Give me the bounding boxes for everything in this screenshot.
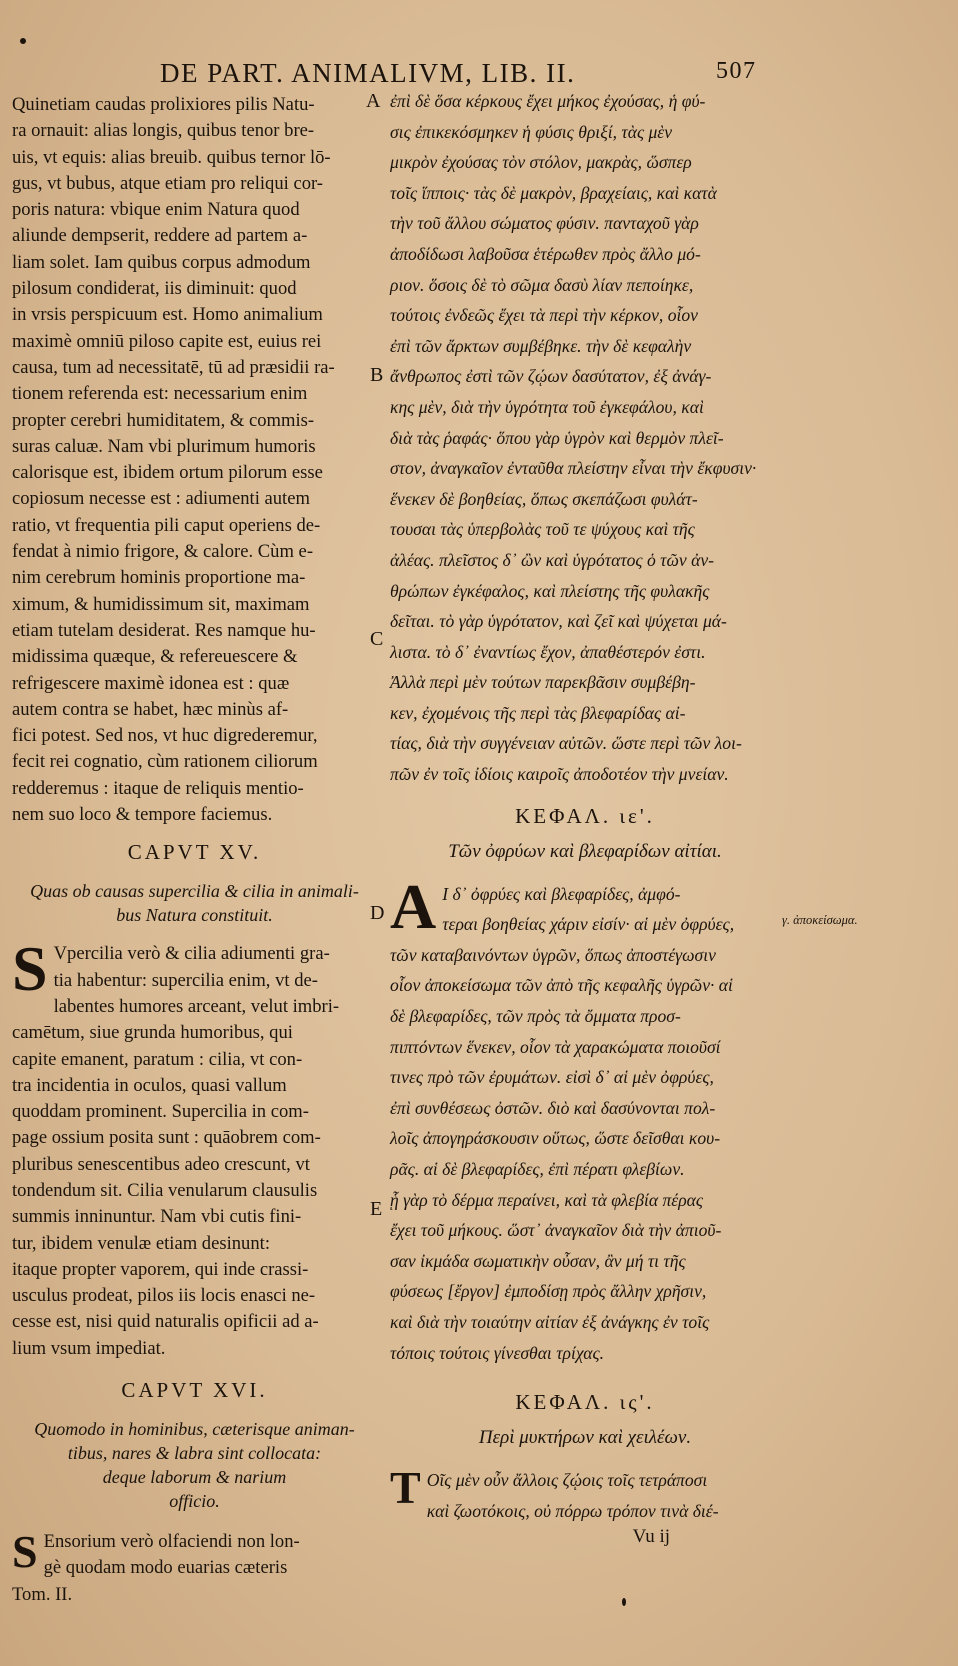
text-line: gus, vt bubus, atque etiam pro reliqui cor- [12,172,324,194]
text-line: τοῖς ἵπποις· τὰς δὲ μακρὸν, βραχείαις, καὶ κατὰ [390,182,717,203]
greek-paragraph [390,870,780,1369]
text-line: καὶ διὰ τὴν τοιαύτην αἰτίαν ἐξ ἀνάγκης ἐν τοῖς [390,1311,710,1332]
text-line: τίας, διὰ τὴν συγγένειαν αὐτῶν. ὥστε περὶ τῶν λοι- [390,733,742,754]
text-line: πιπτόντων ἕνεκεν, οἷον τὰ χαρακώματα ποιοῦσί [390,1036,721,1057]
text-line: pluribus senescentibus adeo crescunt, vt [12,1153,310,1175]
text-line: nem suo loco & tempore faciemus. [12,804,273,826]
text-line: ρᾶς. αἱ δὲ βλεφαρίδες, ἐπὶ πέρατι φλεβίων. [390,1159,685,1179]
text-line: page ossium posita sunt : quāobrem com- [12,1127,321,1149]
text-line: τόποις τούτοις γίνεσθαι τρίχας. [390,1342,604,1363]
drop-cap: S [12,1526,38,1578]
greek-paragraph [390,86,780,790]
greek-column [390,86,780,1548]
text-line: itaque propter vaporem, qui inde crassi- [12,1258,309,1280]
chapter-heading: ΚΕΦΑΛ. ιε'. [515,803,655,828]
greek-paragraph [390,1462,780,1526]
text-line: midissima quæque, & refereuescere & [12,646,298,668]
text-line: Ἀλλὰ περὶ μὲν τούτων παρεκβᾶσιν συμβέβη- [390,672,696,693]
text-line: τῶν καταβαινόντων ὑγρῶν, ὅπως ἀποστέγωσιν [390,944,716,965]
chapter-title [12,1417,377,1513]
text-line: ᾗ γὰρ τὸ δέρμα περαίνει, καὶ τὰ φλεβία πέρας [390,1189,704,1210]
text-line: autem contra se habet, hæc minùs af- [12,698,289,720]
text-line: Tom. II. [12,1583,73,1605]
text-line: ἐπὶ συνθέσεως ὀστῶν. διὸ καὶ δασύνονται πολ- [390,1097,716,1118]
header-title: DE PART. ANIMALIVM, LIB. II. [160,58,576,88]
text-line: causa, tum ad necessitatē, tū ad præsidii ra- [12,356,335,378]
text-line: etiam tutelam desiderat. Res namque hu- [12,619,316,641]
text-line: tra incidentia in oculos, quasi vallum [12,1074,287,1096]
chapter-title: Περὶ μυκτήρων καὶ χειλέων. [478,1427,692,1449]
text-line: summis inninuntur. Nam vbi cutis fini- [12,1206,302,1228]
text-line: Ensorium verò olfaciendi non lon- [43,1531,300,1553]
title-line: deque laborum & narium [102,1467,287,1488]
text-line: labentes humores arceant, velut imbri- [53,995,340,1017]
text-line: poris natura: vbique enim Natura quod [12,199,300,221]
text-line: maximè omniū piloso capite est, euius rei [12,330,322,352]
text-line: camētum, siue grunda humoribus, qui [12,1022,293,1044]
text-line: σαν ἰκμάδα σωματικὴν οὖσαν, ἂν μή τι τῆς [390,1250,686,1271]
text-line: ra ornauit: alias longis, quibus tenor bre- [12,120,315,142]
ink-spot [622,1598,626,1606]
section-marker: B [370,364,384,386]
text-line: propter cerebri humiditatem, & commis- [12,409,315,431]
page-number: 507 [716,58,757,84]
text-line: φύσεως [ἔργον] ἐμποδίσῃ πρὸς ἄλλην χρῆσιν, [390,1281,707,1302]
text-line: lium vsum impediat. [12,1337,166,1359]
latin-paragraph [12,933,377,1362]
title-line: Quomodo in hominibus, cæterisque animan- [34,1419,355,1440]
text-line: redderemus : itaque de reliquis mentio- [12,777,304,799]
text-line: fici potest. Sed nos, vt huc digrederemur, [12,725,318,747]
text-line: ἕνεκεν δὲ βοηθείας, ὅπως σκεπάζωσι φυλάτ- [390,488,698,509]
text-line: usculus prodeat, pilos iis locis enasci ne- [12,1285,316,1307]
text-line: tionem referenda est: necessarium enim [12,383,308,405]
title-line: tibus, nares & labra sint collocata: [67,1443,322,1464]
text-line: suras caluæ. Nam vbi plurimum humoris [12,435,316,457]
section-marker: A [366,90,381,112]
text-line: ἀποδίδωσι λαβοῦσα ἑτέρωθεν πρὸς ἄλλο μό- [390,243,701,264]
section-marker: D [370,902,385,924]
running-header [160,58,780,89]
text-line: τουσαι τὰς ὑπερβολὰς τοῦ τε ψύχους καὶ τῆς [390,519,695,540]
text-line: Vpercilia verò & cilia adiumenti gra- [53,943,330,965]
text-line: Οῖς μὲν οὖν ἄλλοις ζῴοις τοῖς τετράποσι [426,1470,708,1491]
text-line: liam solet. Iam quibus corpus admodum [12,251,311,273]
drop-cap: S [12,933,48,1005]
text-line: ἐπὶ τῶν ἄρκτων συμβέβηκε. τὴν δὲ κεφαλὴν [390,335,692,356]
text-line: nim cerebrum hominis proportione ma- [12,567,306,589]
text-line: gè quodam modo euarias cæteris [43,1557,288,1579]
latin-paragraph [12,1526,377,1608]
text-line: Ι δ᾽ ὀφρύες καὶ βλεφαρίδες, ἀμφό- [442,883,681,904]
text-line: ἀλέας. πλεῖστος δ᾽ ὢν καὶ ὑγρότατος ὁ τῶν ἀν- [390,549,714,570]
drop-cap: Α [390,870,437,942]
text-line: tondendum sit. Cilia venularum clausulis [12,1179,318,1201]
text-line: διὰ τὰς ῥαφάς· ὅπου γὰρ ὑγρὸν καὶ θερμὸν πλεῖ- [390,427,724,448]
text-line: λιστα. τὸ δ᾽ ἐναντίως ἔχον, ἀπαθέστερόν ἐστι. [390,641,706,662]
text-line: θρώπων ἐγκέφαλος, καὶ πλείστης τῆς φυλακῆς [390,580,710,601]
text-line: uis, vt equis: alias breuib. quibus ternor lō- [12,146,331,168]
text-line: κης μὲν, διὰ τὴν ὑγρότητα τοῦ ἐγκεφάλου, καὶ [390,396,704,417]
text-line: quoddam prominent. Supercilia in com- [12,1101,309,1123]
text-line: Quinetiam caudas prolixiores pilis Natu- [12,94,315,115]
text-line: fecit rei cognatio, cùm rationem ciliorum [12,751,318,773]
chapter-title: Τῶν ὀφρύων καὶ βλεφαρίδων αἰτίαι. [448,840,722,862]
margin-note: γ. ἀποκείσωμα. [782,913,858,927]
text-line: δὲ βλεφαρίδες, τῶν πρὸς τὰ ὄμματα προσ- [390,1006,681,1027]
text-line: λοῖς ἀπογηράσκουσιν οὕτως, ὥστε δεῖσθαι κου- [390,1128,721,1149]
text-line: tur, ibidem venulæ etiam desinunt: [12,1232,270,1254]
text-line: τινες πρὸ τῶν ἐρυμάτων. εἰσὶ δ᾽ αἱ μὲν ὀφρύες, [390,1067,714,1088]
text-line: fendat à nimio frigore, & calore. Cùm e- [12,541,314,563]
text-line: tia habentur: supercilia enim, vt de- [53,969,318,991]
text-line: στον, ἀναγκαῖον ἐνταῦθα πλείστην εἶναι τὴν ἔκφυσιν· [390,458,757,479]
drop-cap: Τ [390,1462,421,1514]
latin-column [12,92,377,1608]
text-line: in vrsis perspicuum est. Homo animalium [12,304,323,326]
chapter-heading: CAPVT XV. [127,840,262,865]
text-line: ximum, & humidissimum sit, maximam [12,593,310,615]
text-line: μικρὸν ἐχούσας τὸν στόλον, μακρὰς, ὥσπερ [390,152,692,173]
text-line: calorisque est, ibidem ortum pilorum esse [12,462,323,484]
text-line: ratio, vt frequentia pili caput operiens de- [12,514,321,536]
text-line: capite emanent, paratum : cilia, vt con- [12,1048,303,1070]
chapter-heading: CAPVT XVI. [121,1378,268,1403]
text-line: οἷον ἀποκείσωμα τῶν ἀπὸ τῆς κεφαλῆς ὑγρῶν· αἱ [390,975,733,996]
text-line: ριον. ὅσοις δὲ τὸ σῶμα δασὺ λίαν πεποίηκε, [390,274,694,295]
text-line: copiosum necesse est : adiumenti autem [12,488,310,510]
title-line: Quas ob causas supercilia & cilia in animali- [30,881,359,902]
text-line: σις ἐπικεκόσμηκεν ἡ φύσις θριξί, τὰς μὲν [390,121,673,142]
title-line: officio. [169,1491,220,1512]
signature-mark: Vu ij [632,1526,670,1548]
text-line: δεῖται. τὸ γὰρ ὑγρότατον, καὶ ζεῖ καὶ ψύχεται μά- [390,611,727,632]
latin-paragraph [12,92,377,828]
text-line: τεραι βοηθείας χάριν εἰσίν· αἱ μὲν ὀφρύες, [442,914,735,935]
text-line: τὴν τοῦ ἄλλου σώματος φύσιν. πανταχοῦ γὰρ [390,213,699,234]
chapter-title [12,879,377,927]
text-line: τούτοις ἐνδεῶς ἔχει τὰ περὶ τὴν κέρκον, οἷον [390,305,698,326]
text-line: cesse est, nisi quid naturalis opificii ad a- [12,1311,319,1333]
section-marker: C [370,628,384,650]
text-line: καὶ ζωοτόκοις, οὐ πόρρω τρόπον τινὰ διέ- [426,1500,719,1521]
text-line: ἐπὶ δὲ ὅσα κέρκους ἔχει μήκος ἐχούσας, ἡ φύ- [390,91,706,111]
section-marker: E [370,1198,383,1220]
chapter-heading: ΚΕΦΑΛ. ις'. [515,1390,655,1415]
text-line: aliunde dempserit, reddere ad partem a- [12,225,308,247]
text-line: ἔχει τοῦ μήκους. ὥστ᾽ ἀναγκαῖον διὰ τὴν ἀπιοῦ- [390,1220,722,1241]
text-line: πῶν ἐν τοῖς ἰδίοις καιροῖς ἀποδοτέον τὴν μνείαν. [390,764,729,785]
text-line: pilosum condiderat, iis diminuit: quod [12,278,297,300]
title-line: bus Natura constituit. [116,905,273,926]
text-line: refrigescere maximè idonea est : quæ [12,672,290,694]
text-line: ἄνθρωπος ἐστὶ τῶν ζῴων δασύτατον, ἐξ ἀνάγ- [390,366,712,387]
ink-spot [20,38,26,44]
text-line: κεν, ἐχομένοις τῆς περὶ τὰς βλεφαρίδας αἰ- [390,702,686,723]
